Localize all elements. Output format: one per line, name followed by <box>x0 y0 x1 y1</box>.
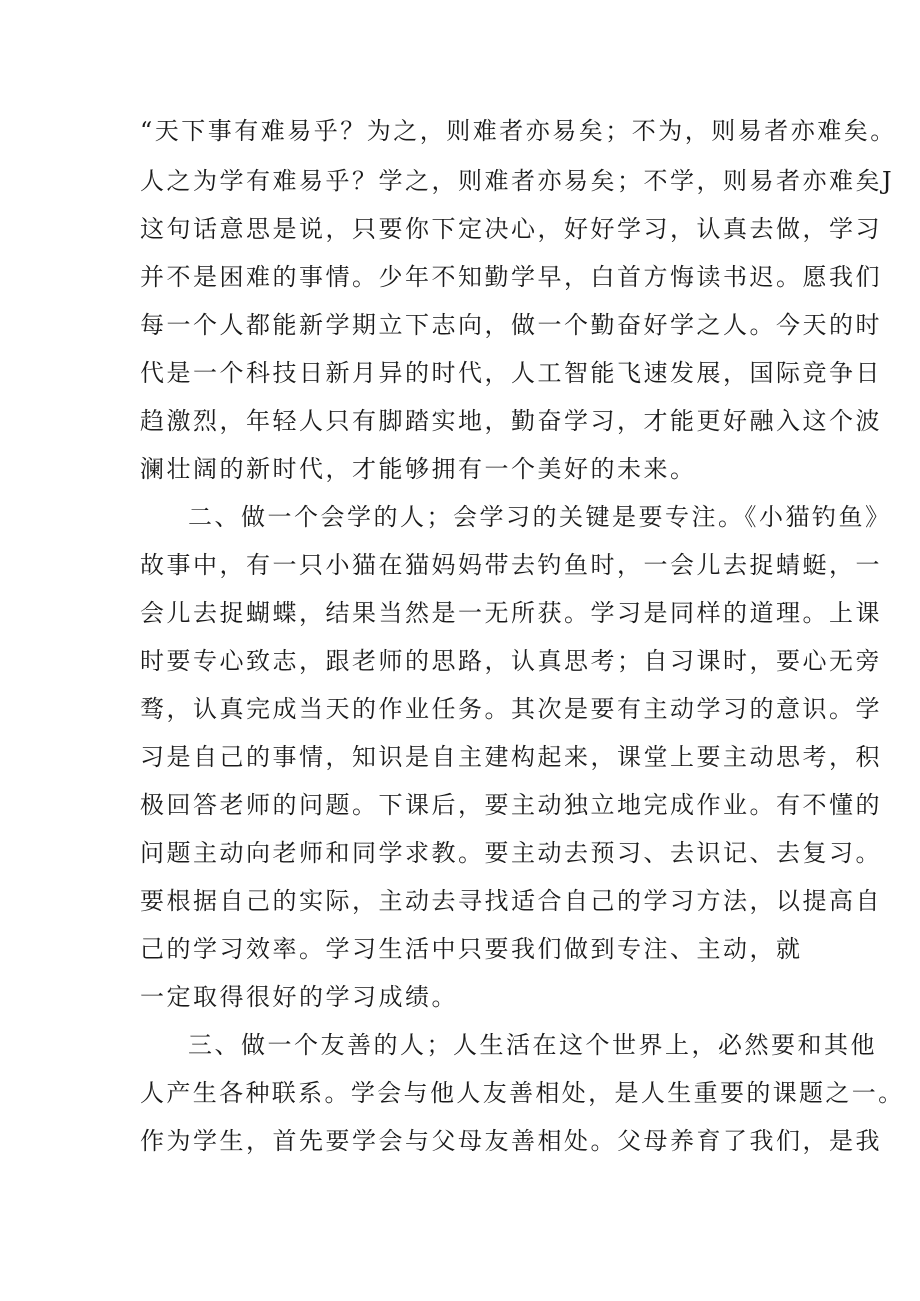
paragraph-1-line-6: 代是一个科技日新月异的时代，人工智能飞速发展，国际竞争日 <box>140 359 882 387</box>
paragraph-2-line-1: 二、做一个会学的人；会学习的关键是要专注。《小猫钓鱼》 <box>188 503 892 531</box>
paragraph-2-line-10: 己的学习效率。学习生活中只要我们做到专注、主动，就 <box>140 935 803 963</box>
paragraph-2-line-6: 习是自己的事情，知识是自主建构起来，课堂上要主动思考，积 <box>140 743 882 771</box>
paragraph-3-line-2: 人产生各种联系。学会与他人友善相处，是人生重要的课题之一。 <box>140 1079 905 1107</box>
paragraph-3-line-3: 作为学生，首先要学会与父母友善相处。父母养育了我们，是我 <box>140 1127 882 1155</box>
paragraph-1-line-3: 这句话意思是说，只要你下定决心，好好学习，认真去做，学习 <box>140 215 882 243</box>
paragraph-1-line-5: 每一个人都能新学期立下志向，做一个勤奋好学之人。今天的时 <box>140 311 882 339</box>
paragraph-2-line-11: 一定取得很好的学习成绩。 <box>140 983 458 1011</box>
paragraph-1-line-2: 人之为学有难易乎？学之，则难者亦易矣；不学，则易者亦难矣J <box>140 167 895 195</box>
paragraph-2-line-9: 要根据自己的实际，主动去寻找适合自己的学习方法，以提高自 <box>140 887 882 915</box>
paragraph-1-line-7: 趋激烈，年轻人只有脚踏实地，勤奋学习，才能更好融入这个波 <box>140 407 882 435</box>
paragraph-1-line-4: 并不是困难的事情。少年不知勤学早，白首方悔读书迟。愿我们 <box>140 263 882 291</box>
paragraph-2-line-5: 骛，认真完成当天的作业任务。其次是要有主动学习的意识。学 <box>140 695 882 723</box>
paragraph-2-line-4: 时要专心致志，跟老师的思路，认真思考；自习课时，要心无旁 <box>140 647 882 675</box>
paragraph-3-line-1: 三、做一个友善的人；人生活在这个世界上，必然要和其他 <box>188 1031 877 1059</box>
paragraph-2-line-3: 会儿去捉蝴蝶，结果当然是一无所获。学习是同样的道理。上课 <box>140 599 882 627</box>
paragraph-2-line-2: 故事中，有一只小猫在猫妈妈带去钓鱼时，一会儿去捉蜻蜓，一 <box>140 551 882 579</box>
paragraph-2-line-8: 问题主动向老师和同学求教。要主动去预习、去识记、去复习。 <box>140 839 882 867</box>
paragraph-1-line-8: 澜壮阔的新时代，才能够拥有一个美好的未来。 <box>140 455 697 483</box>
paragraph-2-line-7: 极回答老师的问题。下课后，要主动独立地完成作业。有不懂的 <box>140 791 882 819</box>
paragraph-1-line-1: “天下事有难易乎？为之，则难者亦易矣；不为，则易者亦难矣。 <box>140 117 897 145</box>
